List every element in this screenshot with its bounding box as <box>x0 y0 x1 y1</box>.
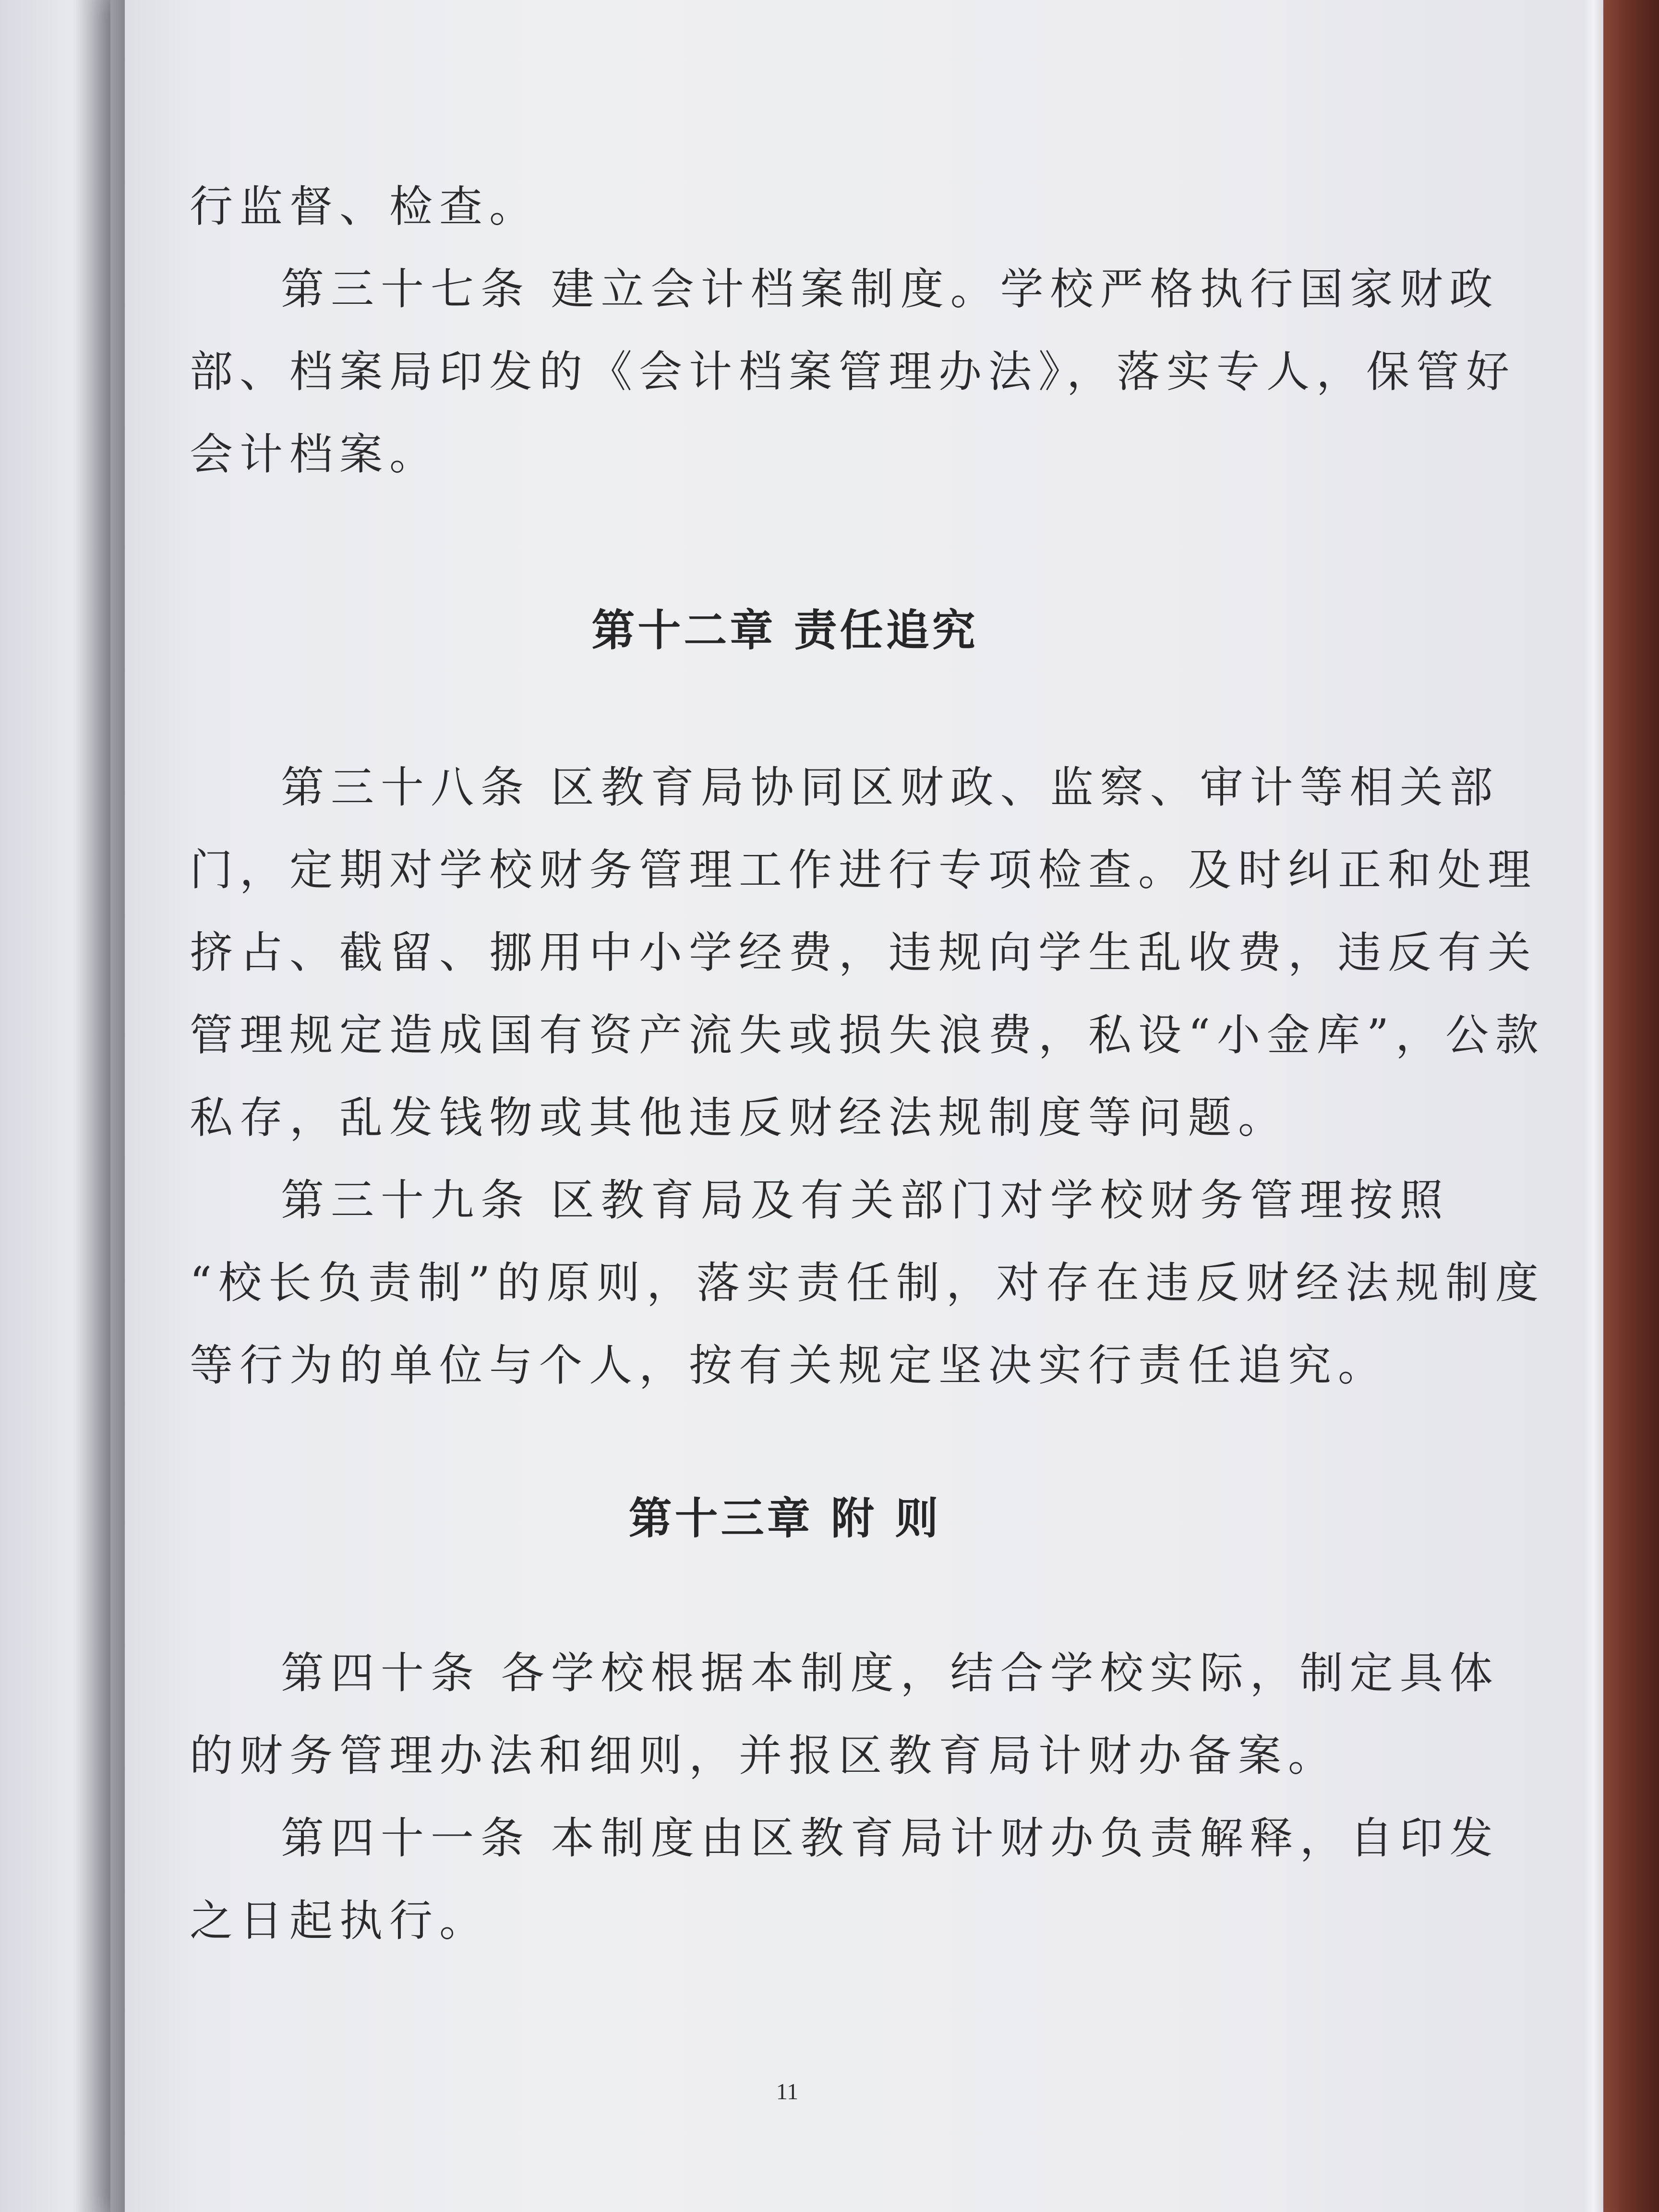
article-37-section <box>190 166 1516 496</box>
article-38-line: 私存，乱发钱物或其他违反财经法规制度等问题。 <box>190 1093 1288 1143</box>
article-39-line: 等行为的单位与个人，按有关规定坚决实行责任追究。 <box>190 1340 1388 1391</box>
chapter-13-heading: 第十三章 附 则 <box>628 1493 941 1544</box>
article-38-line: 管理规定造成国有资产流失或损失浪费，私设“小金库”，公款 <box>190 1010 1546 1060</box>
article-40-line: 第四十条 各学校根据本制度，结合学校实际，制定具体 <box>281 1648 1500 1698</box>
page-number: 11 <box>776 2079 799 2104</box>
article-38-39-section <box>190 746 1546 1407</box>
article-40-line: 的财务管理办法和细则，并报区教育局计财办备案。 <box>190 1731 1338 1781</box>
article-37-line: 部、档案局印发的《会计档案管理办法》，落实专人，保管好 <box>190 347 1516 397</box>
article-37-line: 第三十七条 建立会计档案制度。学校严格执行国家财政 <box>281 264 1500 314</box>
article-39-line: “校长负责制”的原则，落实责任制，对存在违反财经法规制度 <box>190 1258 1546 1308</box>
continuation-line: 行监督、检查。 <box>190 181 539 232</box>
article-40-41-section <box>190 1632 1500 1962</box>
article-38-line: 门，定期对学校财务管理工作进行专项检查。及时纠正和处理 <box>190 845 1538 895</box>
chapter-12-heading: 第十二章 责任追究 <box>591 605 978 656</box>
article-37-line: 会计档案。 <box>190 429 439 480</box>
table-surface <box>1603 0 1659 2212</box>
article-41-line: 之日起执行。 <box>190 1896 489 1946</box>
article-38-line: 第三十八条 区教育局协同区财政、监察、审计等相关部 <box>281 762 1500 813</box>
article-41-line: 第四十一条 本制度由区教育局计财办负责解释，自印发 <box>281 1813 1500 1863</box>
article-39-line: 第三十九条 区教育局及有关部门对学校财务管理按照 <box>281 1175 1450 1226</box>
book-spine-shadow <box>72 0 125 2212</box>
page-right-edge <box>1584 0 1603 2212</box>
article-38-line: 挤占、截留、挪用中小学经费，违规向学生乱收费，违反有关 <box>190 927 1538 978</box>
